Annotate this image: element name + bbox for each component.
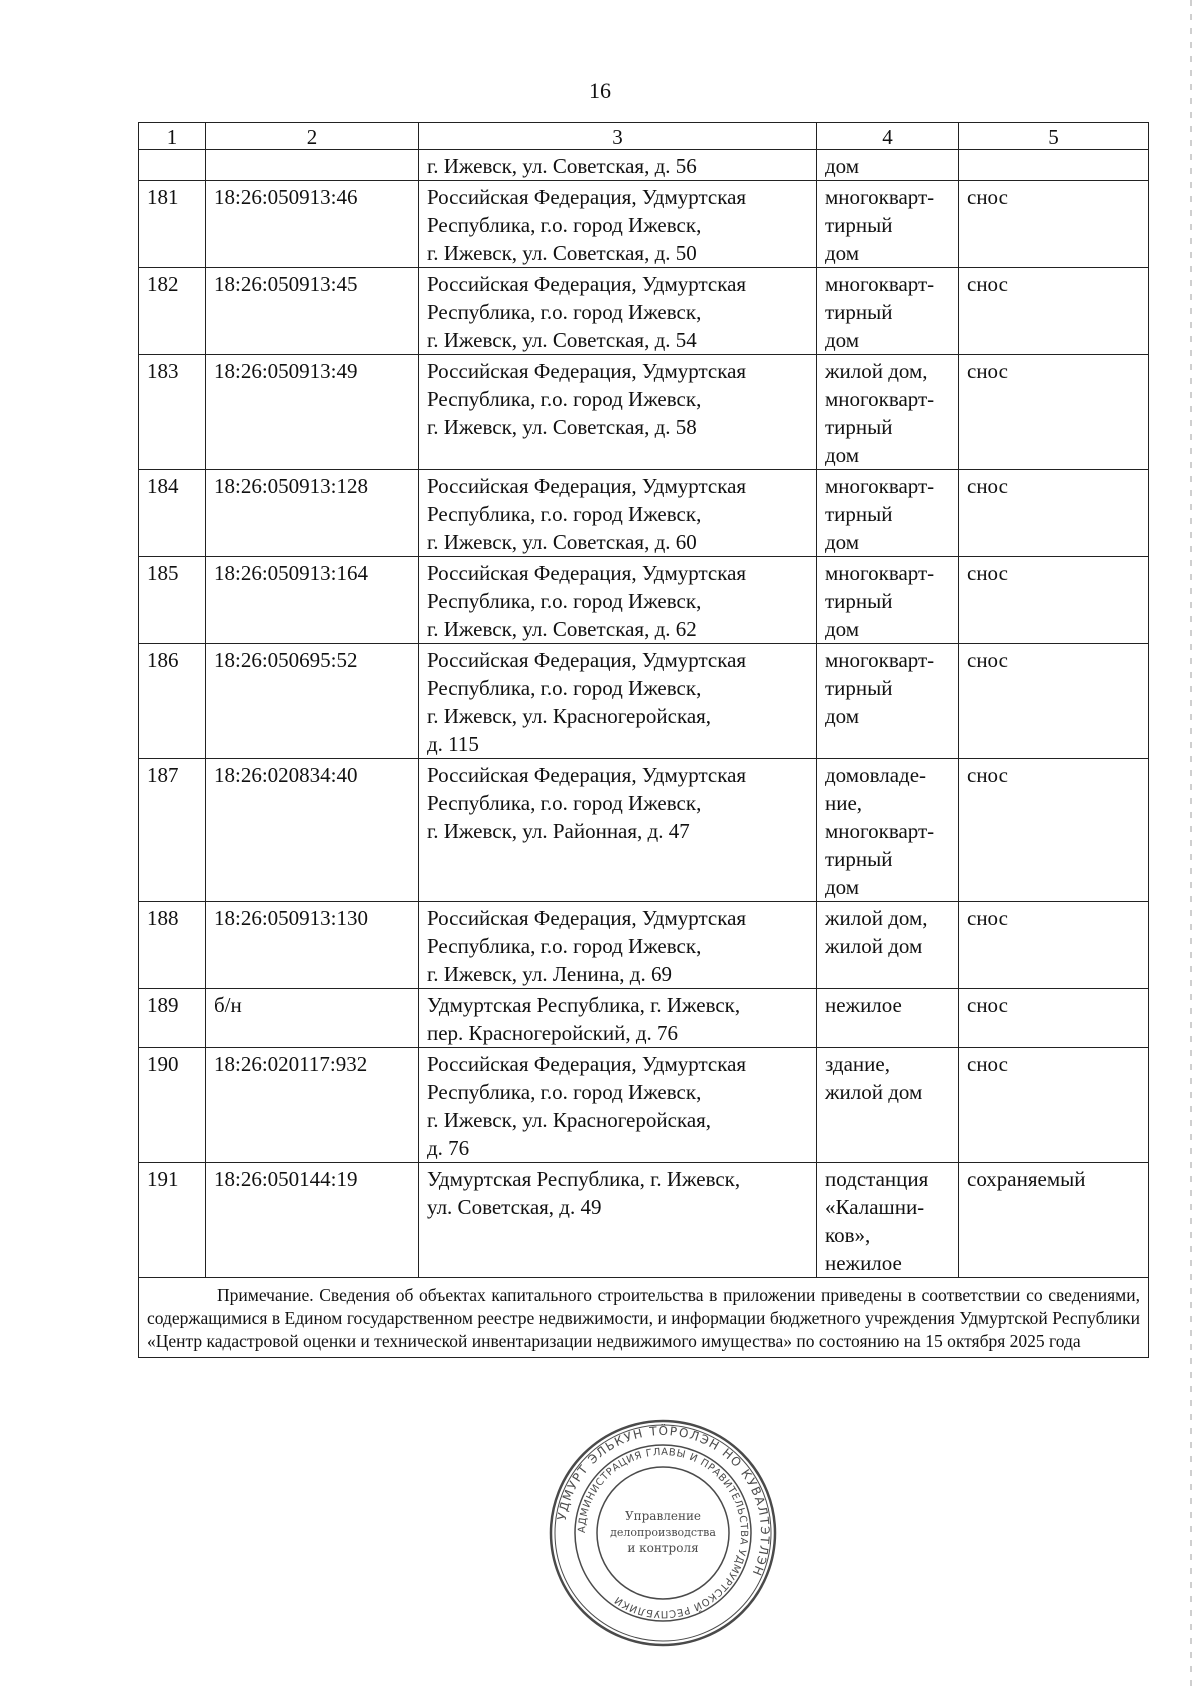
row-number-cell: 184 [139,470,206,557]
status-cell: снос [959,268,1149,355]
status-cell: сохраняемый [959,1163,1149,1278]
seal-inner-text: АДМИНИСТРАЦИЯ ГЛАВЫ И ПРАВИТЕЛЬСТВА УДМУРТСКОЙ РЕСПУБЛИКИ [576,1446,750,1620]
seal-center-line-3: и контроля [627,1541,699,1555]
row-number-cell: 191 [139,1163,206,1278]
column-header-1: 1 [139,123,206,150]
table-row [139,902,1149,989]
cadastral-number-cell: 18:26:050144:19 [206,1163,419,1278]
cadastral-number-cell: 18:26:050913:130 [206,902,419,989]
status-cell: снос [959,759,1149,902]
row-number-cell: 190 [139,1048,206,1163]
row-number-cell [139,150,206,181]
address-cell: Российская Федерация, Удмуртская Республика, г.о. город Ижевск, г. Ижевск, ул. Советская, д. 54 [419,268,817,355]
status-cell: снос [959,644,1149,759]
object-kind-cell: многокварт- тирный дом [817,644,959,759]
object-kind-cell: многокварт- тирный дом [817,470,959,557]
address-cell: Российская Федерация, Удмуртская Республика, г.о. город Ижевск, г. Ижевск, ул. Советская, д. 50 [419,181,817,268]
address-cell: Российская Федерация, Удмуртская Республика, г.о. город Ижевск, г. Ижевск, ул. Районная, д. 47 [419,759,817,902]
object-kind-cell: жилой дом, многокварт- тирный дом [817,355,959,470]
row-number-cell: 183 [139,355,206,470]
status-cell: снос [959,355,1149,470]
address-cell: Российская Федерация, Удмуртская Республика, г.о. город Ижевск, г. Ижевск, ул. Красногеройская, д. 115 [419,644,817,759]
status-cell: снос [959,181,1149,268]
table-body [139,150,1149,1278]
object-kind-cell: нежилое [817,989,959,1048]
address-cell: Российская Федерация, Удмуртская Республика, г.о. город Ижевск, г. Ижевск, ул. Советская, д. 58 [419,355,817,470]
column-header-2: 2 [206,123,419,150]
cadastral-number-cell: 18:26:020117:932 [206,1048,419,1163]
cadastral-number-cell [206,150,419,181]
object-kind-cell: многокварт- тирный дом [817,181,959,268]
seal-outer-text: УДМУРТ ЭЛЬКУН ТӦРОЛЭН НО КУВАЛТЭТЛЭН [554,1423,773,1579]
table-row [139,644,1149,759]
object-kind-cell: домовладе- ние, многокварт- тирный дом [817,759,959,902]
table-row [139,557,1149,644]
cadastral-number-cell: 18:26:020834:40 [206,759,419,902]
status-cell: снос [959,1048,1149,1163]
cadastral-number-cell: 18:26:050913:46 [206,181,419,268]
scan-edge-artifact [1190,0,1192,1686]
row-number-cell: 188 [139,902,206,989]
cadastral-number-cell: 18:26:050695:52 [206,644,419,759]
row-number-cell: 181 [139,181,206,268]
object-kind-cell: дом [817,150,959,181]
object-kind-cell: жилой дом, жилой дом [817,902,959,989]
page-number: 16 [589,78,611,103]
status-cell [959,150,1149,181]
table-row [139,759,1149,902]
seal-center-line-2: делопроизводства [610,1526,716,1539]
status-cell: снос [959,470,1149,557]
table-row [139,989,1149,1048]
cadastral-number-cell: 18:26:050913:128 [206,470,419,557]
table-row [139,150,1149,181]
address-cell: Российская Федерация, Удмуртская Республика, г.о. город Ижевск, г. Ижевск, ул. Красногеройская, д. 76 [419,1048,817,1163]
cadastral-number-cell: 18:26:050913:45 [206,268,419,355]
status-cell: снос [959,902,1149,989]
seal-center-line-1: Управление [624,1509,702,1523]
column-header-3: 3 [419,123,817,150]
cadastral-number-cell: 18:26:050913:164 [206,557,419,644]
object-kind-cell: многокварт- тирный дом [817,557,959,644]
status-cell: снос [959,557,1149,644]
column-header-4: 4 [817,123,959,150]
object-kind-cell: многокварт- тирный дом [817,268,959,355]
row-number-cell: 189 [139,989,206,1048]
note-cell [139,1278,1149,1358]
note-text: Примечание. Сведения об объектах капитального строительства в приложении приведены в соответствии со сведениями, содержащимися в Едином государственном реестре недвижимости, и информации бюджетного учреждения Удмуртской Республики «Центр кадастровой оценки и технической инвентаризации недвижимого имущества» по состоянию на 15 октября 2025 года [147,1285,1140,1351]
address-cell: Российская Федерация, Удмуртская Республика, г.о. город Ижевск, г. Ижевск, ул. Ленина, д. 69 [419,902,817,989]
object-kind-cell: подстанция «Калашни- ков», нежилое [817,1163,959,1278]
table-row [139,268,1149,355]
table-row [139,181,1149,268]
table-row [139,355,1149,470]
row-number-cell: 187 [139,759,206,902]
column-header-5: 5 [959,123,1149,150]
row-number-cell: 182 [139,268,206,355]
header-row [139,123,1149,150]
cadastral-number-cell: б/н [206,989,419,1048]
status-cell: снос [959,989,1149,1048]
table-row [139,1163,1149,1278]
address-cell: Российская Федерация, Удмуртская Республика, г.о. город Ижевск, г. Ижевск, ул. Советская, д. 60 [419,470,817,557]
address-cell: Удмуртская Республика, г. Ижевск, пер. Красногеройский, д. 76 [419,989,817,1048]
address-cell: Удмуртская Республика, г. Ижевск, ул. Советская, д. 49 [419,1163,817,1278]
note-row [139,1278,1149,1358]
address-cell: Российская Федерация, Удмуртская Республика, г.о. город Ижевск, г. Ижевск, ул. Советская, д. 62 [419,557,817,644]
row-number-cell: 185 [139,557,206,644]
registry-table [138,122,1149,1358]
object-kind-cell: здание, жилой дом [817,1048,959,1163]
address-cell: г. Ижевск, ул. Советская, д. 56 [419,150,817,181]
row-number-cell: 186 [139,644,206,759]
official-seal-stamp [548,1418,778,1648]
table-row [139,1048,1149,1163]
table-row [139,470,1149,557]
cadastral-number-cell: 18:26:050913:49 [206,355,419,470]
